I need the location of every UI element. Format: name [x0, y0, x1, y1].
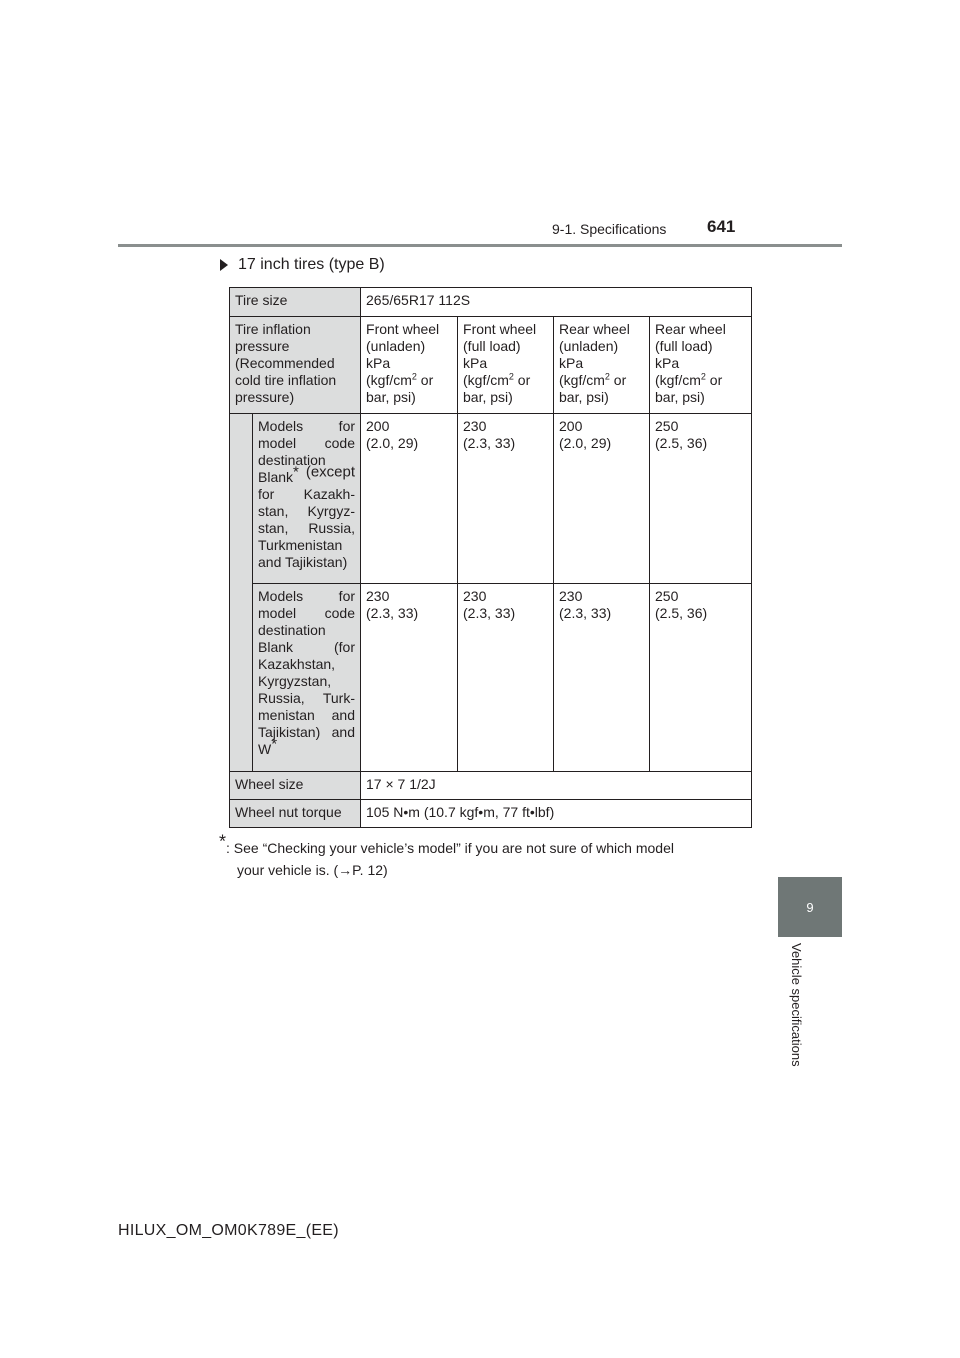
value-cell: 200 (2.0, 29) — [554, 414, 650, 584]
footnote-line-2: your vehicle is. (→P. 12) — [237, 862, 388, 878]
chapter-number: 9 — [806, 899, 814, 915]
footnote — [219, 831, 745, 881]
page-number: 641 — [707, 217, 736, 236]
column-header-front-unladen: Front wheel (unladen) kPa ($kgf/cm^2$ or bar, psi) — [361, 317, 458, 414]
chapter-label: Vehicle specifications — [789, 943, 804, 1067]
value-cell: 250 (2.5, 36) — [650, 584, 752, 772]
wheel-size-label: Wheel size — [230, 772, 361, 800]
table-row — [230, 288, 752, 317]
shaded-spacer-cell — [230, 414, 253, 772]
wheel-nut-torque-label: Wheel nut torque — [230, 800, 361, 828]
tire-spec-table — [229, 287, 752, 828]
footnote-line-1: *: See “Checking your vehicle’s model” if you are not sure of which model — [219, 831, 674, 856]
chapter-tab — [778, 877, 842, 937]
document-code: HILUX_OM_OM0K789E_(EE) — [118, 1222, 339, 1239]
pressure-label: Tire inflation pressure (Recommended cold tire inflation pressure) — [230, 317, 361, 414]
tire-size-value: 265/65R17 112S — [361, 288, 752, 317]
value-cell: 230 (2.3, 33) — [554, 584, 650, 772]
section-title: 9-1. Specifications — [552, 221, 667, 237]
table-row — [230, 317, 752, 414]
value-cell: 250 (2.5, 36) — [650, 414, 752, 584]
model-row-label-blank-w: Models for model code destination Blank (for Kazakhstan, Kyrgyzstan, Russia, Turk- menistan and Tajikistan) and W* — [253, 584, 361, 772]
column-header-rear-full-load: Rear wheel (full load) kPa ($kgf/cm^2$ or bar, psi) — [650, 317, 752, 414]
tire-size-label: Tire size — [230, 288, 361, 317]
column-header-rear-unladen: Rear wheel (unladen) kPa ($kgf/cm^2$ or bar, psi) — [554, 317, 650, 414]
header-divider — [118, 244, 842, 247]
table-heading-text: 17 inch tires (type B) — [238, 256, 385, 273]
value-cell: 230 (2.3, 33) — [458, 414, 554, 584]
table-row — [230, 584, 752, 772]
value-cell: 230 (2.3, 33) — [458, 584, 554, 772]
table-row — [230, 414, 752, 584]
value-cell: 200 (2.0, 29) — [361, 414, 458, 584]
chapter-label-container — [788, 943, 808, 1093]
column-header-front-full-load: Front wheel (full load) kPa ($kgf/cm^2$ or bar, psi) — [458, 317, 554, 414]
model-row-label-blank-except: Models for model code destination Blank* (except for Kazakh- stan, Kyrgyz- stan, Russia, Turkmenistan and Tajikistan) — [253, 414, 361, 584]
value-cell: 230 (2.3, 33) — [361, 584, 458, 772]
table-heading — [220, 256, 385, 274]
asterisk-marker: * — [219, 831, 227, 852]
wheel-nut-torque-value: 105 N•m (10.7 kgf•m, 77 ft•lbf) — [361, 800, 752, 828]
table-row — [230, 772, 752, 800]
triangle-bullet-icon — [220, 259, 228, 271]
wheel-size-value: 17 × 7 1/2J — [361, 772, 752, 800]
table-row — [230, 800, 752, 828]
